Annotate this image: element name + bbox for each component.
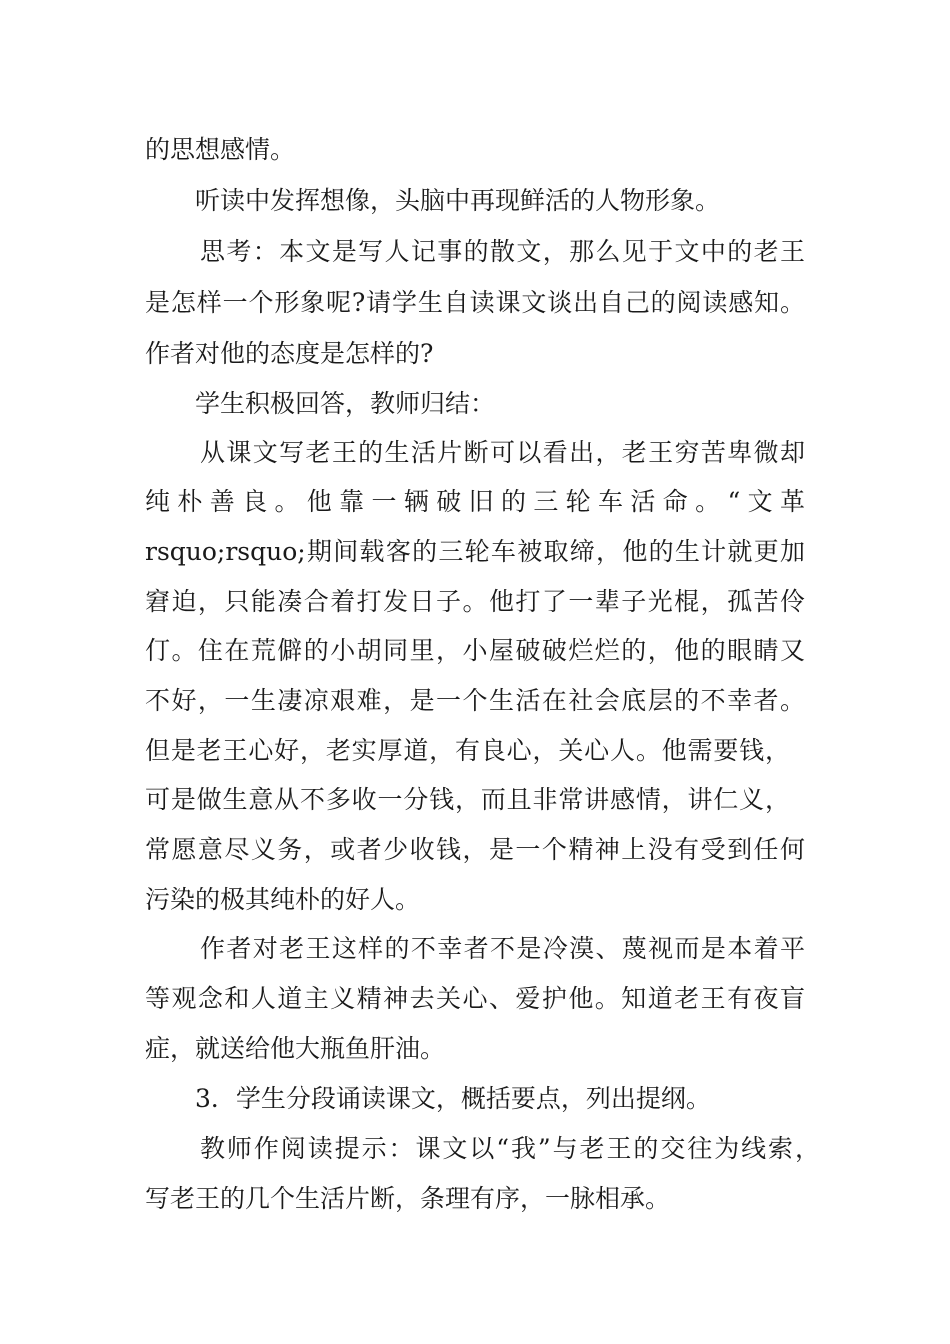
text-line: 作者对老王这样的不幸者不是冷漠、蔑视而是本着平 [200,934,805,963]
text-line: 3．学生分段诵读课文，概括要点，列出提纲。 [195,1084,711,1113]
text-line: 学生积极回答，教师归结： [195,389,496,418]
text-line: 听读中发挥想像，头脑中再现鲜活的人物形象。 [195,186,721,215]
text-line: 不好，一生凄凉艰难，是一个生活在社会底层的不幸者。 [145,686,805,715]
text-line: 可是做生意从不多收一分钱，而且非常讲感情，讲仁义， [145,785,790,814]
text-line: 但是老王心好，老实厚道，有良心，关心人。他需要钱， [145,736,790,765]
text-line: 仃。住在荒僻的小胡同里，小屋破破烂烂的，他的眼睛又 [145,636,805,665]
text-line: 写老王的几个生活片断，条理有序，一脉相承。 [145,1184,671,1213]
text-line: 教师作阅读提示：课文以“我”与老王的交往为线索， [200,1134,820,1163]
text-line: 从课文写老王的生活片断可以看出，老王穷苦卑微却 [200,438,805,467]
text-line: 污染的极其纯朴的好人。 [145,885,421,914]
text-line: 作者对他的态度是怎样的? [145,339,434,368]
text-line: 常愿意尽义务，或者少收钱，是一个精神上没有受到任何 [145,835,805,864]
text-line: rsquo;rsquo;期间载客的三轮车被取缔，他的生计就更加 [145,537,805,566]
text-line: 的思想感情。 [145,135,296,164]
text-line: 纯朴善良。他靠一辆破旧的三轮车活命。“文革 [145,487,805,516]
text-line: 等观念和人道主义精神去关心、爱护他。知道老王有夜盲 [145,984,805,1013]
text-line: 思考：本文是写人记事的散文，那么见于文中的老王 [200,237,805,266]
text-line: 症，就送给他大瓶鱼肝油。 [145,1034,446,1063]
text-line: 窘迫，只能凑合着打发日子。他打了一辈子光棍，孤苦伶 [145,587,805,616]
text-line: 是怎样一个形象呢?请学生自读课文谈出自己的阅读感知。 [145,288,805,317]
